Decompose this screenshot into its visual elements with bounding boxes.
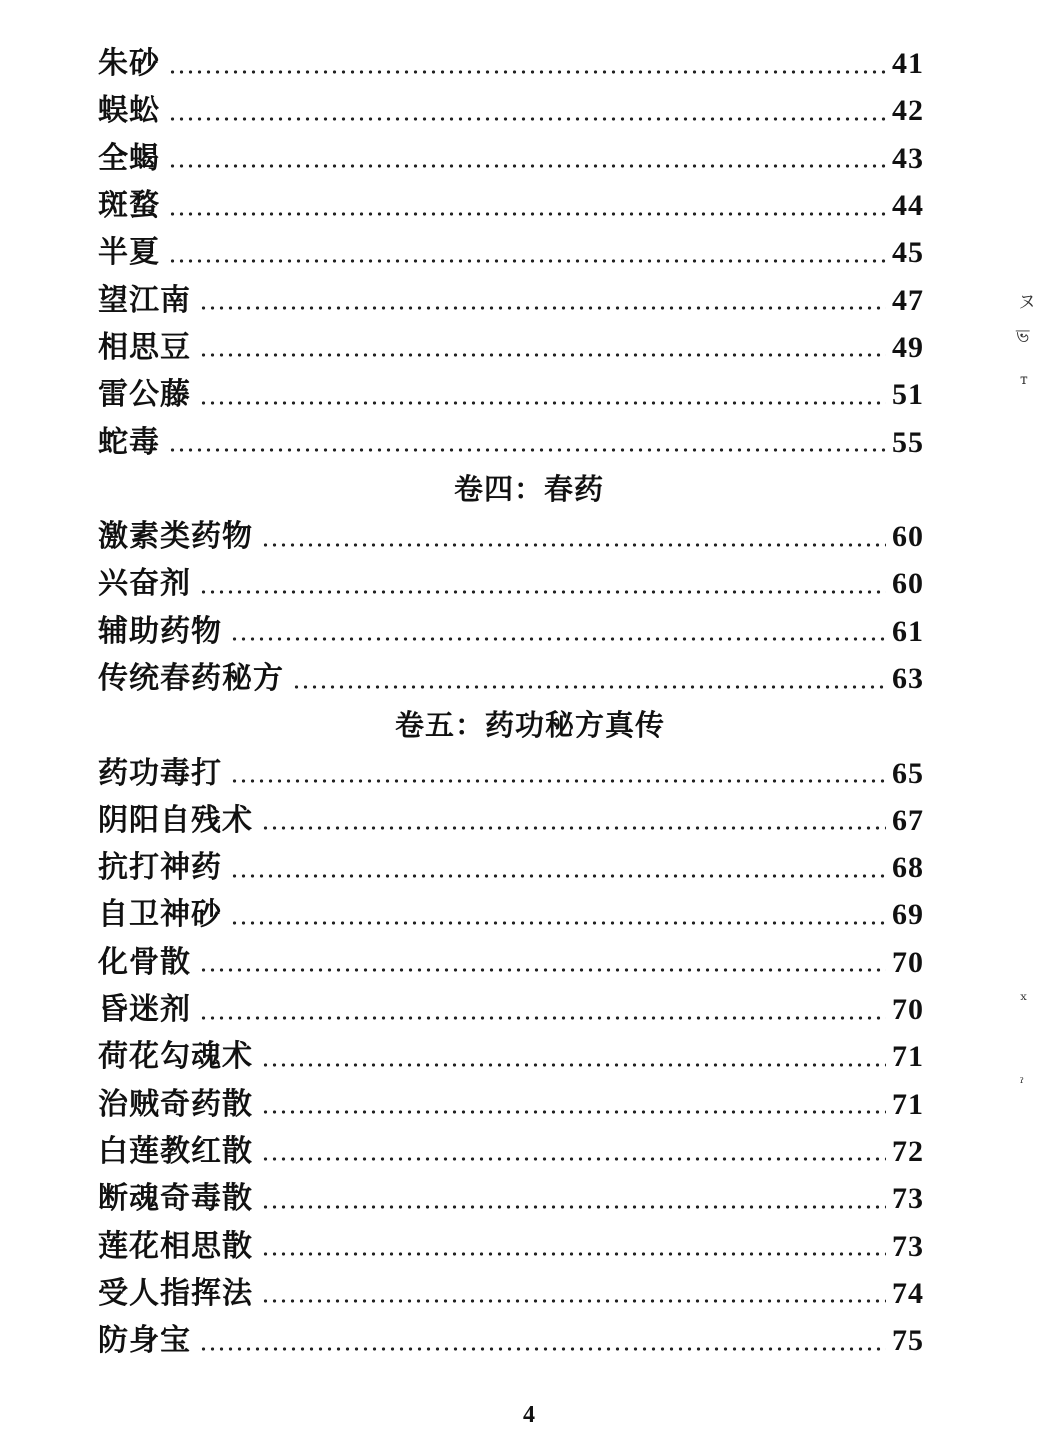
toc-entry-title: 激素类药物 (98, 519, 253, 555)
dot-leader (199, 968, 886, 972)
section-heading: 卷四：春药 (453, 471, 604, 506)
toc-entry (98, 513, 924, 560)
toc-entry (98, 135, 924, 182)
toc-entry (98, 986, 924, 1033)
toc-entry-title: 蛇毒 (98, 424, 160, 460)
toc-entry (98, 276, 924, 323)
toc-entry-page: 60 (892, 520, 924, 554)
toc-entry-title: 白莲教红散 (98, 1133, 253, 1169)
toc-entry-page: 72 (892, 1134, 924, 1168)
toc-entry-title: 传统春药秘方 (98, 661, 284, 696)
toc-entry-page: 68 (892, 851, 924, 885)
toc-entry (98, 1222, 924, 1269)
toc-entry (98, 749, 924, 796)
toc-entry-page: 49 (892, 330, 924, 364)
dot-leader (168, 117, 886, 121)
toc-entry (98, 1270, 924, 1317)
toc-entry-page: 71 (892, 1040, 924, 1074)
dot-leader (261, 543, 886, 547)
dot-leader (199, 306, 886, 310)
dot-leader (199, 401, 886, 405)
toc-entry (98, 418, 924, 465)
toc-entry-page: 42 (892, 94, 924, 128)
toc-entry-title: 斑蝥 (98, 188, 160, 224)
toc-entry-title: 治贼奇药散 (98, 1086, 253, 1122)
dot-leader (168, 259, 886, 263)
toc-entry-page: 43 (892, 141, 924, 175)
dot-leader (199, 353, 886, 357)
toc-entry-page: 73 (892, 1182, 924, 1216)
section-heading: 卷五：药功秘方真传 (394, 708, 665, 743)
toc-entry (98, 1081, 924, 1128)
toc-entry (98, 1317, 924, 1364)
scan-mark: ᴛ (1020, 372, 1028, 388)
toc-entry-page: 75 (892, 1324, 924, 1358)
toc-entry-page: 71 (892, 1087, 924, 1121)
toc-entry-title: 断魂奇毒散 (98, 1181, 253, 1217)
dot-leader (261, 1205, 886, 1209)
toc-entry-title: 辅助药物 (98, 613, 222, 649)
toc-entry-page: 47 (892, 283, 924, 317)
dot-leader (168, 70, 886, 74)
toc-entry-title: 受人指挥法 (98, 1275, 253, 1311)
toc-entry-title: 化骨散 (98, 944, 191, 980)
scan-mark: ভ (1016, 326, 1030, 347)
toc-entry-page: 70 (892, 945, 924, 979)
dot-leader (230, 921, 886, 925)
scan-mark: ヌ (1018, 292, 1036, 313)
toc-entry (98, 939, 924, 986)
dot-leader (168, 212, 886, 216)
dot-leader (261, 1252, 886, 1256)
toc-entry-title: 抗打神药 (98, 850, 222, 886)
dot-leader (261, 1063, 886, 1067)
toc-entry-title: 半夏 (98, 235, 160, 271)
toc-entry (98, 371, 924, 418)
dot-leader (292, 685, 886, 689)
toc-entry-title: 全蝎 (98, 140, 160, 176)
toc-entry-page: 61 (892, 614, 924, 648)
toc-entry-title: 兴奋剂 (98, 566, 191, 602)
toc-entry-title: 蜈蚣 (98, 93, 160, 129)
toc-entry (98, 87, 924, 134)
dot-leader (261, 1110, 886, 1114)
toc-entry-page: 60 (892, 567, 924, 601)
toc-entry-title: 阴阳自残术 (98, 802, 253, 838)
toc-entry (98, 182, 924, 229)
dot-leader (168, 164, 886, 168)
dot-leader (199, 1347, 886, 1351)
toc-entry-title: 防身宝 (98, 1323, 191, 1359)
dot-leader (230, 874, 886, 878)
toc-entry-page: 67 (892, 803, 924, 837)
toc-entry-page: 45 (892, 236, 924, 270)
toc-entry-title: 朱砂 (98, 46, 160, 82)
toc-entry-page: 69 (892, 898, 924, 932)
dot-leader (261, 826, 886, 830)
dot-leader (199, 590, 886, 594)
toc-entry-page: 73 (892, 1229, 924, 1263)
toc-entry (98, 324, 924, 371)
dot-leader (230, 779, 886, 783)
toc-entry-page: 55 (892, 425, 924, 459)
toc-entry-title: 昏迷剂 (98, 992, 191, 1028)
toc-entry (98, 40, 924, 87)
toc-entry-page: 63 (892, 662, 924, 695)
toc-entry (98, 655, 924, 702)
toc-entry-title: 荷花勾魂术 (98, 1039, 253, 1075)
toc-entry (98, 1033, 924, 1080)
toc-entry-title: 莲花相思散 (98, 1228, 253, 1264)
toc-entry-title: 药功毒打 (98, 755, 222, 791)
dot-leader (168, 448, 886, 452)
toc-entry (98, 229, 924, 276)
toc-entry (98, 891, 924, 938)
toc-entry-page: 51 (892, 378, 924, 412)
toc-entry-page: 65 (892, 756, 924, 790)
toc-entry (98, 797, 924, 844)
toc-entry-page: 41 (892, 47, 924, 81)
toc-entry (98, 560, 924, 607)
toc-entry-title: 自卫神砂 (98, 897, 222, 933)
toc-entry-page: 74 (892, 1276, 924, 1310)
toc-entry-page: 44 (892, 189, 924, 223)
toc-entry-title: 相思豆 (98, 329, 191, 365)
toc-entry (98, 1128, 924, 1175)
toc-entry-title: 雷公藤 (98, 377, 191, 413)
dot-leader (261, 1157, 886, 1161)
toc-entry (98, 608, 924, 655)
dot-leader (199, 1016, 886, 1020)
toc-entry (98, 844, 924, 891)
dot-leader (230, 637, 886, 641)
scan-mark: ˀ (1020, 1076, 1024, 1092)
scan-mark: ₓ (1020, 984, 1028, 1005)
page-number: 4 (523, 1402, 535, 1428)
dot-leader (261, 1299, 886, 1303)
toc-entry-page: 70 (892, 993, 924, 1027)
toc-entry-title: 望江南 (98, 282, 191, 318)
toc-entry (98, 1175, 924, 1222)
table-of-contents (98, 40, 924, 1364)
